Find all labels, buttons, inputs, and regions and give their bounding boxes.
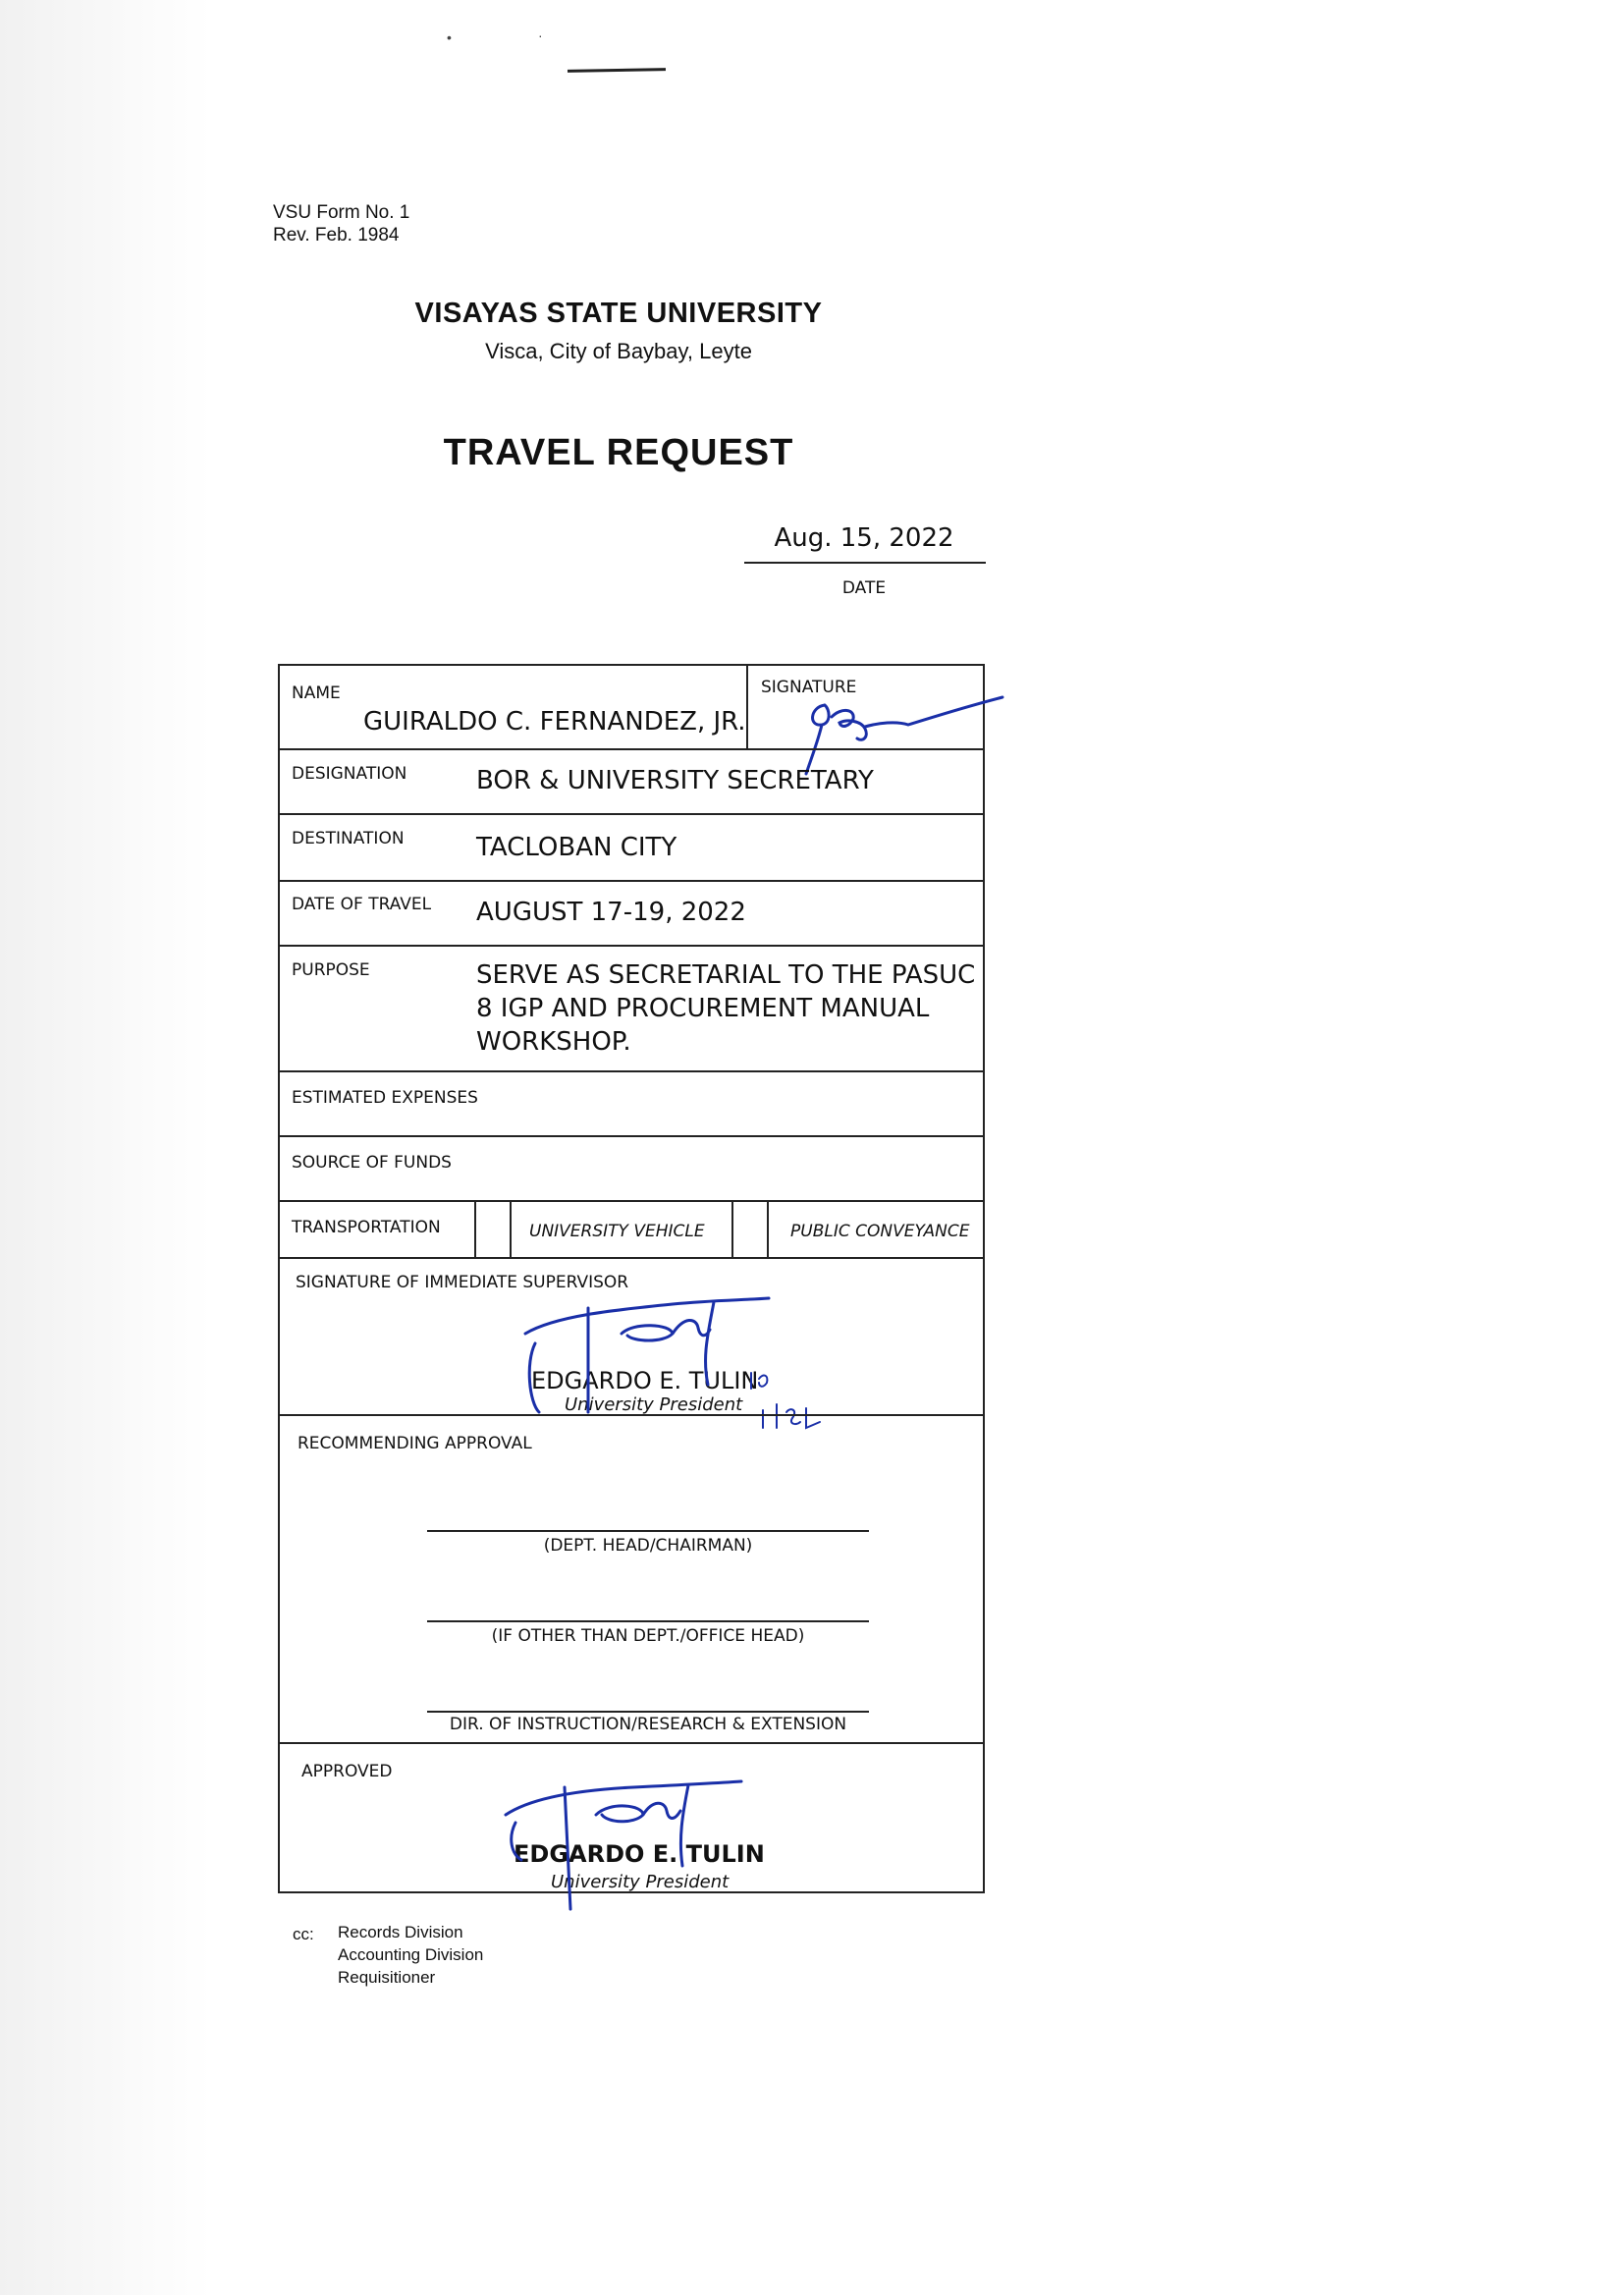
supervisor-role: University President bbox=[565, 1394, 743, 1415]
purpose-line: SERVE AS SECRETARIAL TO THE PASUC bbox=[476, 960, 976, 990]
date-label: DATE bbox=[841, 578, 887, 598]
requester-signature bbox=[771, 687, 1006, 776]
supervisor-name: EDGARDO E. TULIN bbox=[531, 1367, 759, 1394]
request-date: Aug. 15, 2022 bbox=[774, 523, 954, 553]
transportation-label: TRANSPORTATION bbox=[292, 1218, 441, 1237]
date-of-travel-value: AUGUST 17-19, 2022 bbox=[476, 898, 746, 927]
recommending-approval-label: RECOMMENDING APPROVAL bbox=[298, 1434, 532, 1453]
punch-mark: • bbox=[447, 29, 452, 45]
name-value: GUIRALDO C. FERNANDEZ, JR. bbox=[363, 707, 746, 737]
destination-label: DESTINATION bbox=[292, 829, 405, 848]
other-head-signature-line bbox=[427, 1620, 869, 1622]
university-address: Visca, City of Baybay, Leyte bbox=[485, 339, 752, 363]
other-head-caption: (IF OTHER THAN DEPT./OFFICE HEAD) bbox=[491, 1626, 805, 1646]
purpose-label: PURPOSE bbox=[292, 960, 370, 980]
travel-form-table bbox=[278, 664, 985, 1893]
date-of-travel-label: DATE OF TRAVEL bbox=[292, 895, 432, 914]
director-signature-line bbox=[427, 1711, 869, 1713]
cc-recipient: Requisitioner bbox=[338, 1968, 436, 1987]
scan-background bbox=[0, 0, 211, 2295]
purpose-line: WORKSHOP. bbox=[476, 1027, 631, 1057]
approver-role: University President bbox=[551, 1872, 730, 1892]
cc-recipient: Records Division bbox=[338, 1923, 463, 1941]
cc-recipient: Accounting Division bbox=[338, 1945, 484, 1964]
destination-value: TACLOBAN CITY bbox=[476, 833, 677, 862]
designation-label: DESIGNATION bbox=[292, 764, 407, 784]
estimated-expenses-label: ESTIMATED EXPENSES bbox=[292, 1088, 478, 1108]
dept-head-signature-line bbox=[427, 1530, 869, 1532]
designation-value: BOR & UNIVERSITY SECRETARY bbox=[476, 766, 874, 795]
approved-label: APPROVED bbox=[301, 1762, 393, 1781]
supervisor-signature bbox=[506, 1294, 859, 1451]
supervisor-signature-label: SIGNATURE OF IMMEDIATE SUPERVISOR bbox=[296, 1273, 629, 1292]
purpose-line: 8 IGP AND PROCUREMENT MANUAL bbox=[476, 994, 930, 1023]
form-revision: Rev. Feb. 1984 bbox=[273, 225, 400, 246]
transport-option-university-vehicle: UNIVERSITY VEHICLE bbox=[529, 1222, 705, 1241]
form-number: VSU Form No. 1 bbox=[273, 202, 410, 223]
name-label: NAME bbox=[292, 683, 341, 703]
cc-label: cc: bbox=[293, 1925, 314, 1943]
punch-mark: · bbox=[538, 27, 543, 43]
approver-name: EDGARDO E. TULIN bbox=[514, 1840, 765, 1868]
transport-option-public-conveyance: PUBLIC CONVEYANCE bbox=[790, 1222, 970, 1241]
form-meta bbox=[273, 201, 409, 246]
signature-label: SIGNATURE bbox=[761, 678, 857, 697]
director-caption: DIR. OF INSTRUCTION/RESEARCH & EXTENSION bbox=[449, 1715, 847, 1734]
form-title: TRAVEL REQUEST bbox=[443, 432, 794, 473]
approver-signature bbox=[486, 1776, 781, 1913]
dept-head-caption: (DEPT. HEAD/CHAIRMAN) bbox=[543, 1536, 753, 1556]
source-of-funds-label: SOURCE OF FUNDS bbox=[292, 1153, 452, 1173]
date-underline bbox=[744, 562, 986, 564]
university-name: VISAYAS STATE UNIVERSITY bbox=[414, 298, 823, 329]
